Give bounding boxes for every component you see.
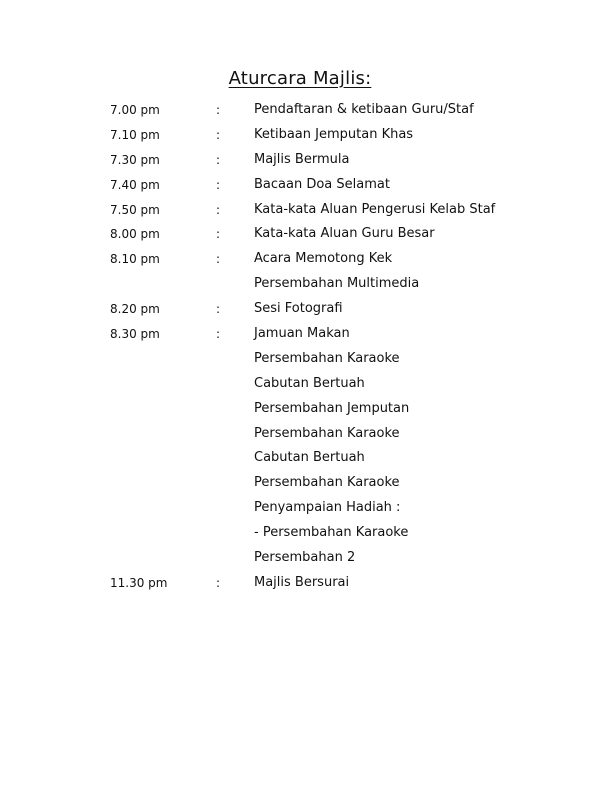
schedule-item: Persembahan Karaoke bbox=[254, 475, 400, 491]
schedule-row bbox=[0, 496, 600, 521]
schedule-item: - Persembahan Karaoke bbox=[254, 525, 409, 541]
schedule-time: 7.30 pm bbox=[110, 152, 160, 167]
schedule-separator: : bbox=[216, 302, 221, 317]
schedule-item: Majlis Bermula bbox=[254, 151, 350, 167]
schedule-separator: : bbox=[216, 327, 221, 342]
schedule-item: Pendaftaran & ketibaan Guru/Staf bbox=[254, 102, 474, 117]
schedule-row bbox=[0, 372, 600, 397]
schedule-list bbox=[0, 98, 600, 596]
schedule-row bbox=[0, 98, 600, 123]
schedule-separator: : bbox=[216, 575, 221, 590]
schedule-separator: : bbox=[216, 202, 221, 217]
schedule-row bbox=[0, 173, 600, 198]
schedule-time: 8.00 pm bbox=[110, 227, 160, 242]
schedule-separator: : bbox=[216, 103, 221, 117]
schedule-time: 7.40 pm bbox=[110, 177, 160, 192]
schedule-item: Acara Memotong Kek bbox=[254, 251, 393, 267]
schedule-time: 8.10 pm bbox=[110, 252, 160, 267]
schedule-item: Persembahan Jemputan bbox=[254, 400, 410, 416]
schedule-time: 8.20 pm bbox=[110, 302, 160, 317]
schedule-row bbox=[0, 521, 600, 546]
schedule-item: Persembahan Karaoke bbox=[254, 425, 400, 441]
schedule-item: Persembahan 2 bbox=[254, 550, 356, 566]
schedule-time: 7.00 pm bbox=[110, 103, 160, 117]
schedule-item: Kata-kata Aluan Guru Besar bbox=[254, 226, 435, 242]
schedule-row bbox=[0, 123, 600, 148]
schedule-time: 11.30 pm bbox=[110, 575, 168, 590]
schedule-row bbox=[0, 272, 600, 297]
page-title: Aturcara Majlis: bbox=[228, 68, 372, 89]
schedule-item: Persembahan Multimedia bbox=[254, 276, 420, 292]
schedule-time: 7.10 pm bbox=[110, 127, 160, 142]
schedule-row bbox=[0, 198, 600, 223]
schedule-time: 7.50 pm bbox=[110, 202, 160, 217]
schedule-row bbox=[0, 571, 600, 596]
schedule-item: Bacaan Doa Selamat bbox=[254, 176, 390, 192]
schedule-row bbox=[0, 347, 600, 372]
schedule-row bbox=[0, 546, 600, 571]
schedule-item: Sesi Fotografi bbox=[254, 301, 343, 317]
schedule-item: Jamuan Makan bbox=[254, 326, 350, 342]
schedule-item: Majlis Bersurai bbox=[254, 574, 350, 590]
schedule-row bbox=[0, 422, 600, 447]
schedule-row bbox=[0, 322, 600, 347]
schedule-row bbox=[0, 222, 600, 247]
schedule-separator: : bbox=[216, 227, 221, 242]
schedule-item: Penyampaian Hadiah : bbox=[254, 500, 401, 516]
schedule-row bbox=[0, 471, 600, 496]
schedule-row bbox=[0, 397, 600, 422]
schedule-time: 8.30 pm bbox=[110, 327, 160, 342]
schedule-row bbox=[0, 446, 600, 471]
schedule-separator: : bbox=[216, 252, 221, 267]
schedule-item: Cabutan Bertuah bbox=[254, 450, 365, 466]
schedule-separator: : bbox=[216, 177, 221, 192]
schedule-item: Persembahan Karaoke bbox=[254, 350, 400, 366]
schedule-row bbox=[0, 297, 600, 322]
schedule-item: Cabutan Bertuah bbox=[254, 375, 365, 391]
schedule-row bbox=[0, 148, 600, 173]
schedule-separator: : bbox=[216, 152, 221, 167]
schedule-item: Ketibaan Jemputan Khas bbox=[254, 126, 414, 142]
schedule-row bbox=[0, 247, 600, 272]
schedule-separator: : bbox=[216, 127, 221, 142]
schedule-item: Kata-kata Aluan Pengerusi Kelab Staf bbox=[254, 201, 496, 217]
